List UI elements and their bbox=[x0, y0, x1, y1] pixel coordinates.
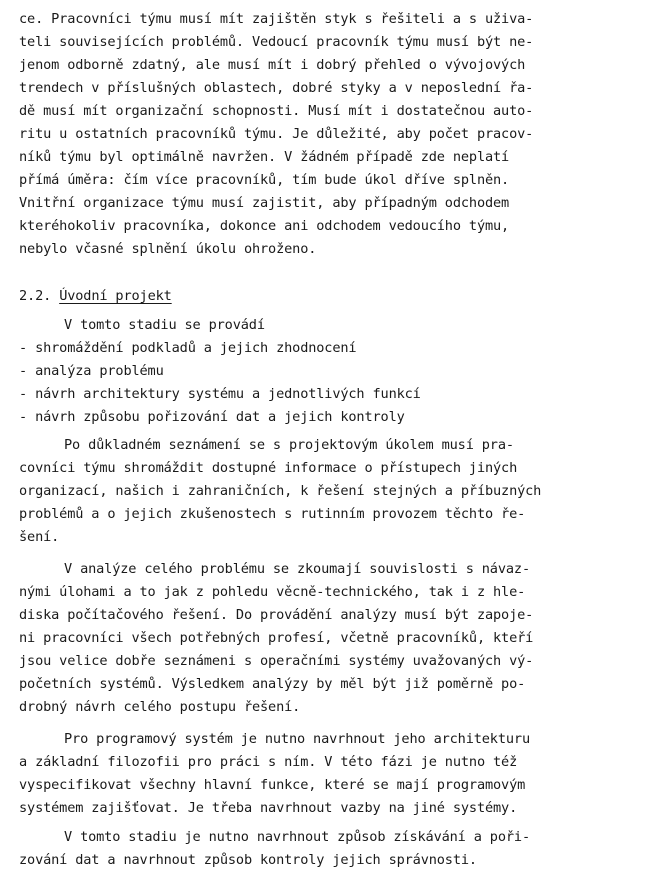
paragraph-1-line: trendech v příslušných oblastech, dobré styky a v neposlední řa- bbox=[19, 80, 534, 96]
list-item: - analýza problému bbox=[19, 363, 164, 379]
paragraph-2-line: organizací, našich i zahraničních, k řešení stejných a příbuzných bbox=[19, 483, 542, 499]
paragraph-4-line: a základní filozofii pro práci s ním. V této fázi je nutno též bbox=[19, 754, 518, 770]
paragraph-2-line: šení. bbox=[19, 529, 60, 545]
paragraph-3-line: diska počítačového řešení. Do provádění analýzy musí být zapoje- bbox=[19, 607, 534, 623]
paragraph-1-line: teli souvisejících problémů. Vedoucí pracovník týmu musí být ne- bbox=[19, 34, 534, 50]
list-item: - návrh architektury systému a jednotlivých funkcí bbox=[19, 386, 421, 402]
paragraph-3-line: ni pracovníci všech potřebných profesí, včetně pracovníků, kteří bbox=[19, 630, 534, 646]
paragraph-1-line: níků týmu byl optimálně navržen. V žádném případě zde neplatí bbox=[19, 149, 510, 165]
paragraph-1-line: ce. Pracovníci týmu musí mít zajištěn styk s řešiteli a s uživa- bbox=[19, 11, 534, 27]
section-heading bbox=[19, 285, 172, 307]
paragraph-1-line: Vnitřní organizace týmu musí zajistit, aby případným odchodem bbox=[19, 195, 510, 211]
intro-line: V tomto stadiu se provádí bbox=[64, 317, 265, 333]
paragraph-4-line: Pro programový systém je nutno navrhnout jeho architekturu bbox=[64, 731, 530, 747]
paragraph-1-line: nebylo včasné splnění úkolu ohroženo. bbox=[19, 241, 317, 257]
paragraph-3-line: jsou velice dobře seznámeni s operačními systémy uvažovaných vý- bbox=[19, 653, 534, 669]
paragraph-1-line: přímá úměra: čím více pracovníků, tím bude úkol dříve splněn. bbox=[19, 172, 510, 188]
section-title: Úvodní projekt bbox=[59, 288, 172, 304]
paragraph-3-line: nými úlohami a to jak z pohledu věcně-technického, tak i z hle- bbox=[19, 584, 526, 600]
list-item: - návrh způsobu pořizování dat a jejich kontroly bbox=[19, 409, 405, 425]
paragraph-1-line: jenom odborně zdatný, ale musí mít i dobrý přehled o vývojových bbox=[19, 57, 526, 73]
paragraph-3-line: drobný návrh celého postupu řešení. bbox=[19, 699, 301, 715]
paragraph-5-line: zování dat a navrhnout způsob kontroly jejich správnosti. bbox=[19, 852, 477, 868]
section-number: 2.2. bbox=[19, 288, 52, 304]
paragraph-3-line: početních systémů. Výsledkem analýzy by měl být již poměrně po- bbox=[19, 676, 526, 692]
paragraph-4-line: vyspecifikovat všechny hlavní funkce, které se mají programovým bbox=[19, 777, 526, 793]
paragraph-5-line: V tomto stadiu je nutno navrhnout způsob získávání a poři- bbox=[64, 829, 530, 845]
paragraph-2-line: problémů a o jejich zkušenostech s rutinním provozem těchto ře- bbox=[19, 506, 526, 522]
paragraph-1-line: dě musí mít organizační schopnosti. Musí mít i dostatečnou auto- bbox=[19, 103, 534, 119]
paragraph-2-line: Po důkladném seznámení se s projektovým úkolem musí pra- bbox=[64, 437, 514, 453]
paragraph-3-line: V analýze celého problému se zkoumají souvislosti s návaz- bbox=[64, 561, 530, 577]
paragraph-1-line: kteréhokoliv pracovníka, dokonce ani odchodem vedoucího týmu, bbox=[19, 218, 510, 234]
paragraph-4-line: systémem zajišťovat. Je třeba navrhnout vazby na jiné systémy. bbox=[19, 800, 518, 816]
paragraph-1-line: ritu u ostatních pracovníků týmu. Je důležité, aby počet pracov- bbox=[19, 126, 534, 142]
paragraph-2-line: covníci týmu shromáždit dostupné informace o přístupech jiných bbox=[19, 460, 518, 476]
list-item: - shromáždění podkladů a jejich zhodnocení bbox=[19, 340, 357, 356]
